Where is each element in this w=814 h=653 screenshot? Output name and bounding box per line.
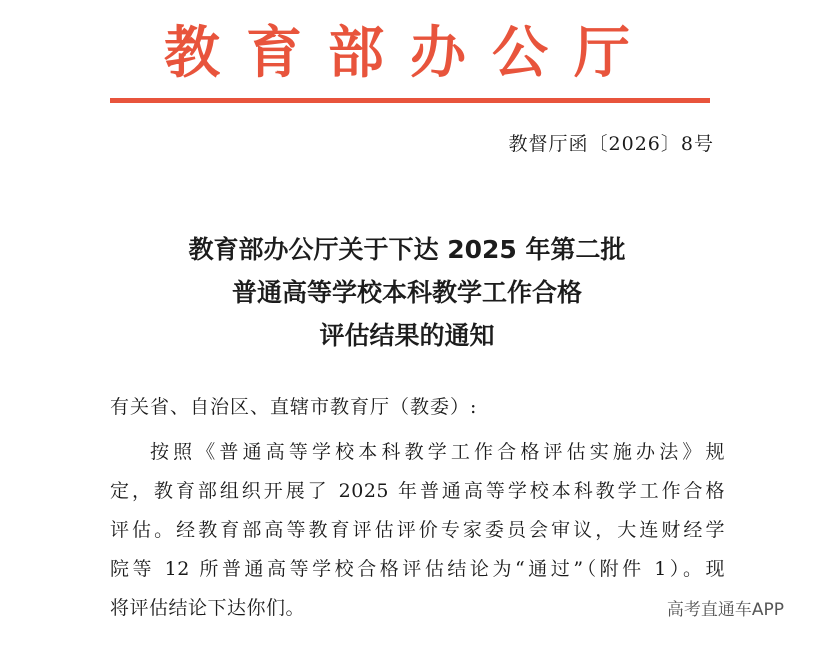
red-divider-line [110, 98, 710, 103]
title-line-1: 教育部办公厅关于下达 2025 年第二批 [188, 235, 626, 264]
body-paragraph [110, 433, 725, 628]
title-line-3: 评估结果的通知 [319, 321, 495, 350]
body-line: 将评估结论下达你们。 [110, 597, 306, 619]
notice-title [60, 228, 754, 357]
body-line: 按照《普通高等学校本科教学工作合格评估实施办法》规 [150, 441, 725, 463]
addressee-line: 有关省、自治区、直辖市教育厅（教委）: [110, 396, 478, 418]
app-watermark: 高考直通车APP [666, 600, 784, 620]
body-line: 定，教育部组织开展了 2025 年普通高等学校本科教学工作合格 [110, 480, 725, 502]
masthead-title: 教育部办公厅 [164, 20, 656, 86]
body-line: 院等 12 所普通高等学校合格评估结论为“通过”（附件 1）。现 [110, 558, 725, 580]
body-line: 评估。经教育部高等教育评估评价专家委员会审议，大连财经学 [110, 519, 725, 541]
document-number: 教督厅函〔2026〕8号 [508, 133, 714, 155]
title-line-2: 普通高等学校本科教学工作合格 [231, 278, 582, 307]
